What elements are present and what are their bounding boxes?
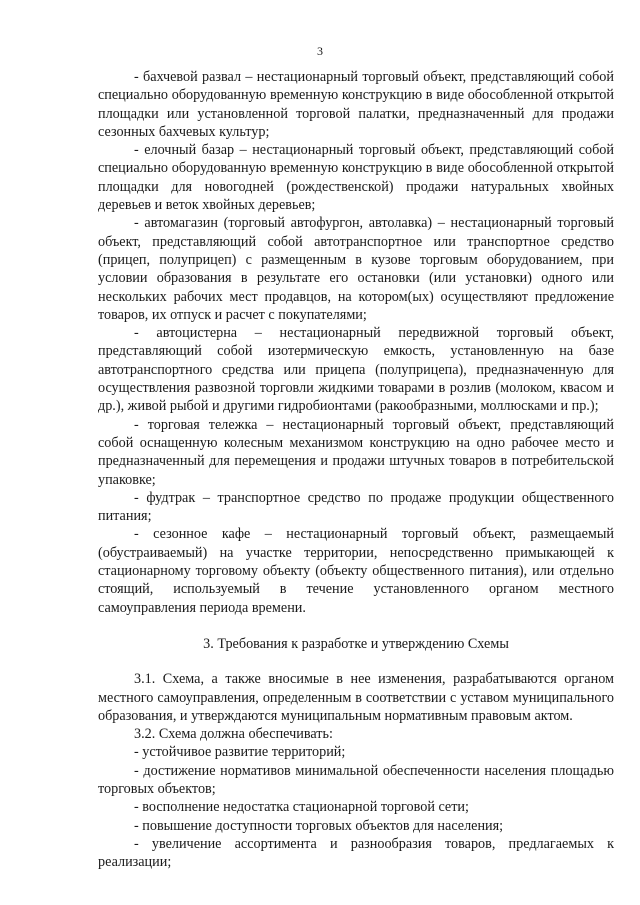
list-item: - восполнение недостатка стационарной торговой сети; xyxy=(134,799,469,816)
section-heading: 3. Требования к разработке и утверждению Схемы xyxy=(203,635,509,652)
clause-3-2: 3.2. Схема должна обеспечивать: xyxy=(134,726,333,743)
list-item: - увеличение ассортимента и разнообразия товаров, предлагаемых к реализации; xyxy=(98,835,614,871)
definition-elochny-bazar: - елочный базар – нестационарный торговый объект, представляющий собой специально оборудованную временную конструкцию в виде обособленной открытой площадки для новогодней (рождественской) продажи натуральных хвойных деревьев и веток хвойных деревьев; xyxy=(98,142,614,214)
list-item: - устойчивое развитие территорий; xyxy=(134,744,346,761)
definition-avtocisterna: - автоцистерна – нестационарный передвижной торговый объект, представляющий собой изотермическую емкость, установленную на базе автотранспортного средства или прицепа (полуприцепа), предназначенную для осуществления развозной торговли жидкими товарами в розлив (молоком, квасом и др.), живой рыбой и другими гидробионтами (ракообразными, моллюсками и пр.); xyxy=(98,325,614,415)
definition-sezonnoe-kafe: - сезонное кафе – нестационарный торговый объект, размещаемый (обустраиваемый) на участке территории, непосредственно примыкающей к стационарному торговому объекту (объекту общественного питания), или отдельно стоящий, используемый в течение установленного органом местного самоуправления периода времени. xyxy=(98,526,614,616)
list-item: - повышение доступности торговых объектов для населения; xyxy=(134,817,504,834)
document-body xyxy=(98,68,614,871)
definition-bakhchevoy-razval: - бахчевой развал – нестационарный торговый объект, представляющий собой специально оборудованную временную конструкцию в виде обособленной открытой площадки или установленной торговой палатки, предназначенный для продажи сезонных бахчевых культур; xyxy=(98,69,614,140)
definition-foodtruck: - фудтрак – транспортное средство по продаже продукции общественного питания; xyxy=(98,489,614,525)
definition-torgovaya-telezhka: - торговая тележка – нестационарный торговый объект, представляющий собой оснащенную колесным механизмом конструкцию на одно рабочее место и предназначенный для перемещения и продажи штучных товаров в потребительской упаковке; xyxy=(98,416,614,488)
list-item: - достижение нормативов минимальной обеспеченности населения площадью торговых объектов; xyxy=(98,762,614,797)
page-number: 3 xyxy=(317,44,323,58)
clause-3-1: 3.1. Схема, а также вносимые в нее изменения, разрабатываются органом местного самоуправления, определенным в соответствии с уставом муниципального образования, и утверждаются муниципальным нормативным правовым актом. xyxy=(98,671,614,724)
definition-avtomagazin: - автомагазин (торговый автофургон, автолавка) – нестационарный торговый объект, представляющий собой автотранспортное или транспортное средство (прицеп, полуприцеп) с размещенным в кузове торговым оборудованием, при условии образования в результате его остановки (или установки) одного или нескольких рабочих мест продавцов, на котором(ых) осуществляют предложение товаров, их отпуск и расчет с покупателями; xyxy=(98,215,614,323)
